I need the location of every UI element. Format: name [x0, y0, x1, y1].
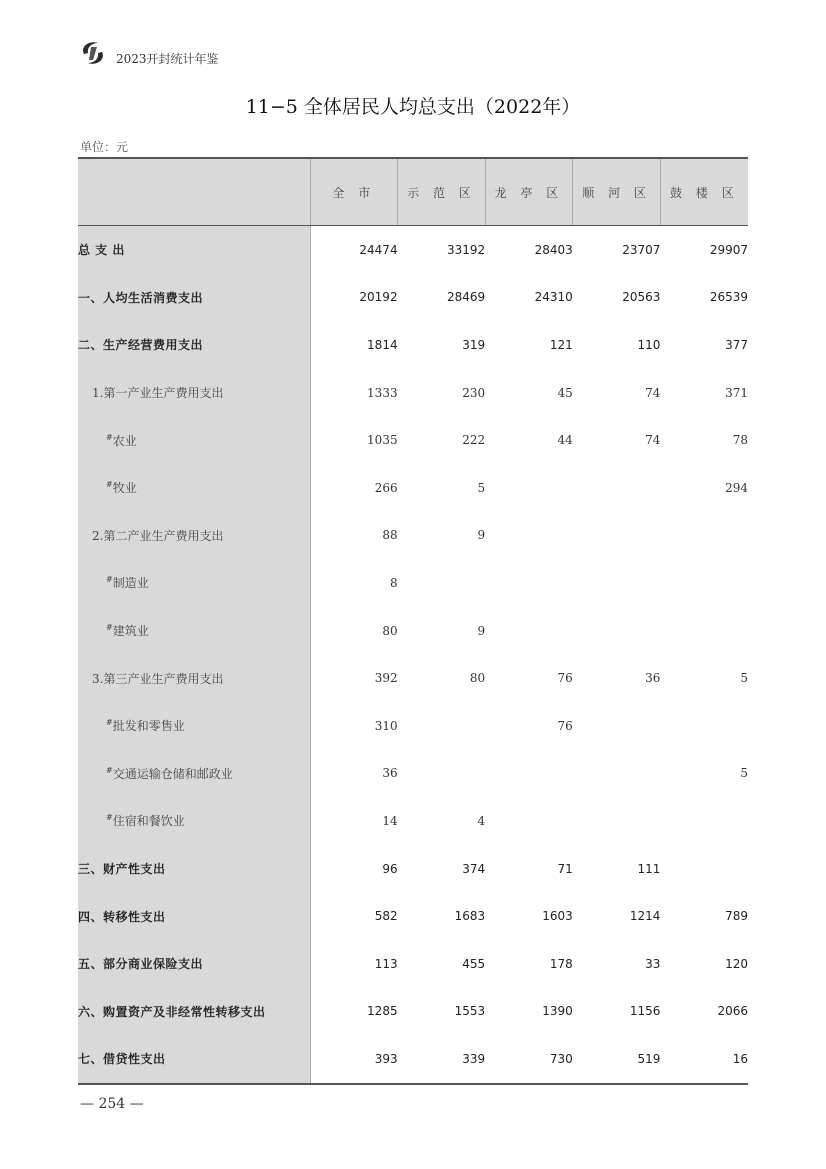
table-body: [78, 226, 748, 1084]
value-cell: 16: [660, 1035, 748, 1084]
page-number: — 254 —: [80, 1096, 144, 1112]
value-cell: 377: [725, 337, 748, 352]
value-cell: 1553: [454, 1004, 486, 1019]
value-cell: 9: [477, 623, 486, 638]
value-cell: [573, 702, 661, 750]
value-cell: [660, 797, 748, 845]
value-cell: 1603: [542, 909, 573, 924]
value-cell: 1156: [629, 1004, 661, 1019]
value-cell: 374: [462, 861, 486, 876]
row-label-text: 2.第二产业生产费用支出: [92, 528, 224, 543]
row-label: [78, 321, 310, 369]
hash-mark: #: [106, 432, 113, 442]
row-label-text: 二、生产经营费用支出: [78, 338, 204, 353]
hash-mark: #: [106, 765, 113, 775]
expenditure-table: [78, 157, 748, 1085]
column-header: 示 范 区: [398, 158, 486, 226]
row-label: [78, 607, 310, 655]
column-header: 全 市: [310, 158, 398, 226]
value-cell: 33192: [447, 242, 486, 257]
value-cell: 14: [382, 813, 398, 828]
table-row: [78, 512, 748, 560]
hash-mark: #: [106, 480, 113, 490]
table-row: [78, 369, 748, 417]
table-row: [78, 226, 748, 274]
value-cell: [485, 512, 573, 560]
value-cell: 24474: [359, 242, 398, 257]
unit-label: 单位：元: [80, 140, 129, 154]
value-cell: 28469: [447, 290, 486, 305]
value-cell: 24310: [534, 290, 573, 305]
hash-mark: #: [106, 623, 113, 633]
value-cell: 294: [725, 480, 748, 495]
value-cell: [398, 750, 486, 798]
value-cell: [485, 464, 573, 512]
row-label: [78, 892, 310, 940]
table-row: [78, 274, 748, 322]
value-cell: 230: [462, 385, 486, 400]
row-label: [78, 369, 310, 417]
value-cell: 113: [374, 956, 398, 971]
hash-mark: #: [106, 575, 113, 585]
value-cell: 29907: [709, 242, 748, 257]
value-cell: 1035: [367, 433, 398, 448]
table-row: [78, 416, 748, 464]
value-cell: 2066: [717, 1004, 748, 1019]
value-cell: 1333: [367, 385, 398, 400]
table-row: [78, 321, 748, 369]
value-cell: 266: [374, 480, 398, 495]
row-label-text: 批发和零售业: [112, 719, 185, 734]
book-title: 2023开封统计年鉴: [116, 52, 219, 66]
value-cell: 455: [462, 956, 486, 971]
kaifeng-statistics-logo-icon: [76, 38, 110, 68]
value-cell: 222: [462, 433, 486, 448]
value-cell: 96: [382, 861, 398, 876]
row-label-text: 四、转移性支出: [78, 909, 166, 924]
row-label: [78, 654, 310, 702]
column-header: 鼓 楼 区: [660, 158, 748, 226]
table-row: [78, 797, 748, 845]
row-label-text: 建筑业: [112, 624, 149, 639]
value-cell: 1285: [367, 1004, 398, 1019]
value-cell: [485, 607, 573, 655]
value-cell: 71: [557, 861, 573, 876]
value-cell: 1814: [367, 337, 398, 352]
value-cell: 339: [398, 1035, 486, 1084]
value-cell: 371: [725, 385, 748, 400]
value-cell: [573, 464, 661, 512]
value-cell: 33: [645, 956, 661, 971]
value-cell: [398, 702, 486, 750]
value-cell: 9: [477, 528, 486, 543]
row-label: [78, 940, 310, 988]
row-label-text: 农业: [112, 433, 137, 448]
value-cell: [573, 559, 661, 607]
row-label-text: 牧业: [112, 481, 137, 496]
value-cell: 1214: [629, 909, 661, 924]
table-row: [78, 559, 748, 607]
row-label: [78, 702, 310, 750]
value-cell: 76: [557, 718, 573, 733]
row-label: [78, 988, 310, 1036]
value-cell: [485, 559, 573, 607]
table-row: [78, 750, 748, 798]
value-cell: 88: [382, 528, 398, 543]
value-cell: 120: [725, 956, 748, 971]
value-cell: 45: [557, 385, 573, 400]
value-cell: 74: [645, 385, 661, 400]
row-label-text: 六、购置资产及非经常性转移支出: [78, 1004, 266, 1019]
value-cell: 789: [725, 909, 748, 924]
value-cell: [660, 702, 748, 750]
row-label: [78, 512, 310, 560]
value-cell: 80: [382, 623, 398, 638]
value-cell: 1390: [542, 1004, 573, 1019]
row-label: [78, 416, 310, 464]
value-cell: [573, 797, 661, 845]
table-row: [78, 654, 748, 702]
row-label: [78, 1035, 310, 1084]
value-cell: [660, 559, 748, 607]
value-cell: 36: [645, 671, 661, 686]
value-cell: 23707: [622, 242, 661, 257]
value-cell: 8: [389, 575, 398, 590]
value-cell: [398, 559, 486, 607]
table-row: [78, 940, 748, 988]
value-cell: 78: [732, 433, 748, 448]
value-cell: [485, 750, 573, 798]
value-cell: 74: [645, 433, 661, 448]
table-row: [78, 988, 748, 1036]
row-label-text: 总 支 出: [78, 243, 125, 258]
hash-mark: #: [106, 813, 113, 823]
value-cell: 121: [549, 337, 573, 352]
row-label: [78, 750, 310, 798]
value-cell: 20563: [622, 290, 661, 305]
table-row: [78, 845, 748, 893]
value-cell: 5: [740, 671, 748, 686]
table-row: [78, 892, 748, 940]
value-cell: 519: [573, 1035, 661, 1084]
value-cell: 393: [310, 1035, 398, 1084]
table-row: [78, 702, 748, 750]
value-cell: [660, 512, 748, 560]
row-label: [78, 226, 310, 274]
value-cell: 1683: [454, 909, 486, 924]
hash-mark: #: [106, 718, 113, 728]
value-cell: 178: [549, 956, 573, 971]
table-row: [78, 607, 748, 655]
row-label: [78, 464, 310, 512]
table-title: 11−5 全体居民人均总支出（2022年）: [245, 96, 581, 118]
row-label-text: 七、借贷性支出: [78, 1052, 166, 1067]
value-cell: 76: [557, 671, 573, 686]
value-cell: 310: [374, 718, 398, 733]
row-label-text: 五、部分商业保险支出: [78, 957, 204, 972]
row-label-text: 三、财产性支出: [78, 862, 166, 877]
row-label-text: 1.第一产业生产费用支出: [92, 386, 224, 401]
row-label-text: 住宿和餐饮业: [112, 814, 185, 829]
row-label-text: 一、人均生活消费支出: [78, 290, 204, 305]
value-cell: 5: [740, 766, 748, 781]
column-header: 龙 亭 区: [485, 158, 573, 226]
value-cell: 36: [382, 766, 398, 781]
value-cell: [573, 607, 661, 655]
column-header: 顺 河 区: [573, 158, 661, 226]
value-cell: 392: [374, 671, 398, 686]
value-cell: 26539: [709, 290, 748, 305]
value-cell: [573, 512, 661, 560]
value-cell: 582: [374, 909, 398, 924]
value-cell: 319: [462, 337, 486, 352]
value-cell: 730: [485, 1035, 573, 1084]
row-label-text: 制造业: [112, 576, 149, 591]
value-cell: 111: [637, 861, 661, 876]
row-label: [78, 274, 310, 322]
row-label: [78, 845, 310, 893]
row-label-text: 交通运输仓储和邮政业: [112, 766, 233, 781]
value-cell: [485, 797, 573, 845]
value-cell: 5: [477, 480, 486, 495]
value-cell: 44: [557, 433, 573, 448]
value-cell: [660, 845, 748, 893]
row-label-text: 3.第三产业生产费用支出: [92, 671, 224, 686]
row-label: [78, 797, 310, 845]
table-header-row: [78, 158, 748, 226]
header-corner-cell: [78, 158, 310, 226]
value-cell: [660, 607, 748, 655]
table-row: [78, 464, 748, 512]
value-cell: 4: [477, 813, 486, 828]
table-row: [78, 1035, 748, 1084]
value-cell: [573, 750, 661, 798]
value-cell: 80: [469, 671, 486, 686]
value-cell: 20192: [359, 290, 398, 305]
value-cell: 28403: [534, 242, 573, 257]
row-label: [78, 559, 310, 607]
value-cell: 110: [637, 337, 661, 352]
